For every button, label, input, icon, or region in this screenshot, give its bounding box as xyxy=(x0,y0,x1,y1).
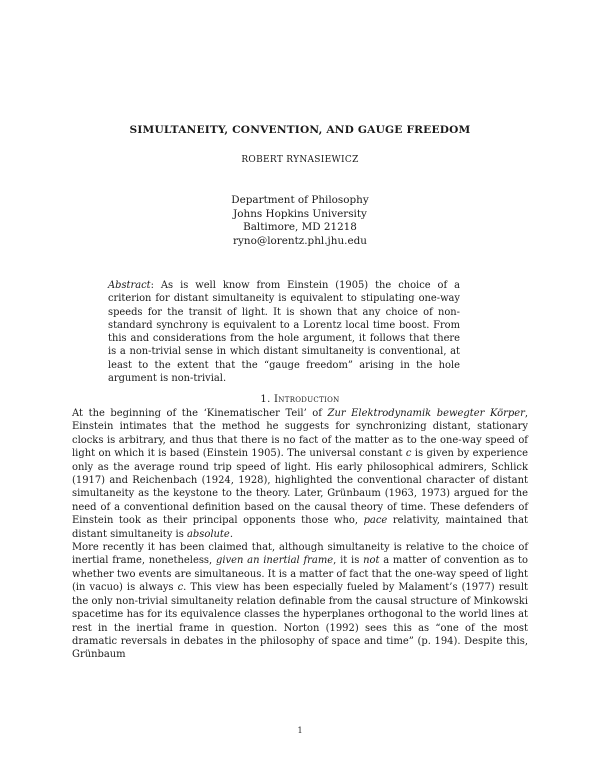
page-number: 1 xyxy=(297,726,303,735)
p2-italic-not: not xyxy=(363,555,380,567)
p1-text-i: . xyxy=(229,528,233,540)
affiliation-address: Baltimore, MD 21218 xyxy=(243,221,357,234)
p1-text-g: relativity, maintained that distant simultaneity is xyxy=(72,515,528,540)
p2-text-g: . This view has been especially fueled by Malament’s (1977) result the only non-trivial simultaneity relation definable from the causal structure of Minkowski spacetime has for its equivalence classes the hyperplanes orthogonal to the world lines at rest in the inertial frame in question. Norton (1992) sees this as “one of the most dramatic reversals in debates in the philosophy of space and time” (p. 194). Despite this, Grünbaum xyxy=(72,582,528,661)
section-number: 1. xyxy=(260,394,271,405)
p2-italic-c: c xyxy=(177,582,184,594)
p1-italic-absolute: absolute xyxy=(186,528,230,540)
p1-text-e: is given by experience only as the average round trip speed of light. His early philosophical admirers, Schlick (1917) and Reichenbach (1924, 1928), highlighted the conventional character of distant simultaneity as the keystone to the theory. Later, Grünbaum (1963, 1973) argued for the need of a conventional definition based on the causal theory of time. These defenders of Einstein took as their principal opponents those who, xyxy=(72,448,528,527)
affiliation-department: Department of Philosophy xyxy=(231,194,369,206)
p1-italic-title: Zur Elektrodynamik bewegter Körper xyxy=(327,408,525,419)
p2-italic-inertial-frame: given an inertial frame xyxy=(215,555,334,567)
affiliation-university: Johns Hopkins University xyxy=(233,207,367,220)
section-title: Introduction xyxy=(274,394,340,405)
p2-text-a: More recently it has been claimed that, although simultaneity is relative to the choice of inertial frame, nonetheless, xyxy=(72,542,528,567)
abstract-text: : As is well know from Einstein (1905) the choice of a criterion for distant simultaneity is equivalent to stipulating one-way speeds for the transit of light. It is shown that any choice of non-standard synchrony is equivalent to a Lorentz local time boost. From this and considerations from the hole argument, it follows that there is a non-trivial sense in which distant simultaneity is conventional, at least to the extent that the “gauge freedom” arising in the hole argument is non-trivial. xyxy=(108,280,460,385)
p2-text-c: , it is xyxy=(333,555,364,567)
abstract-label: Abstract xyxy=(108,280,151,291)
body-text xyxy=(72,407,528,662)
affiliation-block xyxy=(0,194,600,248)
p1-text-a: At the beginning of the ‘Kinematischer Teil’ of xyxy=(72,408,328,419)
paper-title: SIMULTANEITY, CONVENTION, AND GAUGE FREEDOM xyxy=(129,124,471,136)
paragraph-2 xyxy=(72,541,528,662)
p2-text-e: a matter of convention as to whether two events are simultaneous. It is a matter of fact that the one-way speed of light (in vacuo) is always xyxy=(72,555,528,594)
p1-italic-c: c xyxy=(405,448,412,460)
abstract xyxy=(108,279,460,385)
author-name: ROBERT RYNASIEWICZ xyxy=(241,155,359,165)
p1-italic-pace: pace xyxy=(363,515,388,527)
section-heading xyxy=(0,394,600,405)
affiliation-email: ryno@lorentz.phl.jhu.edu xyxy=(233,234,367,247)
paragraph-1 xyxy=(72,407,528,541)
p1-text-c: , Einstein intimates that the method he suggests for synchronizing distant, stationary clocks is arbitrary, and thus that there is no fact of the matter as to the one-way speed of light on which it is based (Einstein 1905). The universal constant xyxy=(72,408,528,460)
